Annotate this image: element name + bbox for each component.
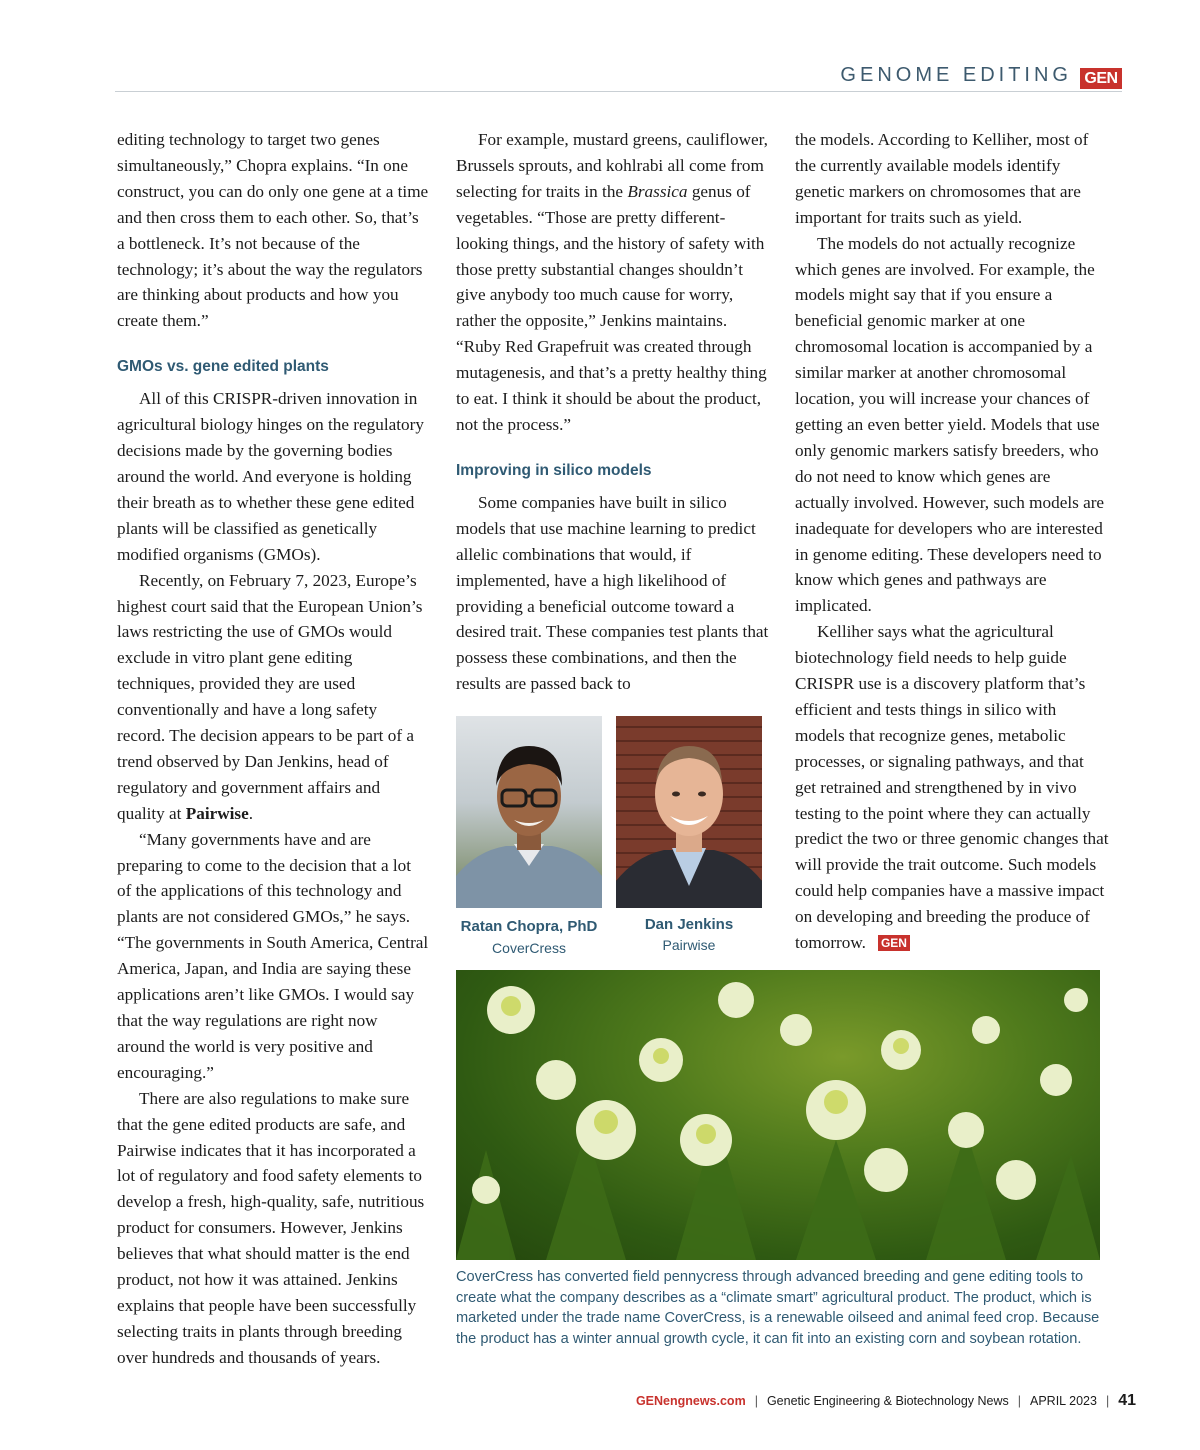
person-org-jenkins: Pairwise	[662, 937, 716, 953]
portrait-jenkins-illustration	[616, 716, 762, 908]
paragraph	[117, 568, 429, 827]
paragraph-text: For example, mustard greens, cauliflower, Brussels sprouts, and kohlrabi all come from selecting for traits in the	[456, 130, 768, 201]
paragraph	[456, 127, 770, 438]
genus-name: Brassica	[627, 181, 688, 201]
paragraph: The models do not actually recognize which genes are involved. For example, the models might say that if you ensure a beneficial genomic marker at one chromosomal location is accompanied by a similar marker at another chromosomal location, you will increase your chances of getting an even better yield. Models that use only genomic markers satisfy breeders, who do not need to know which genes are actually involved. However, such models are inadequate for developers who are interested in genome editing. These developers need to know which genes and pathways are implicated.	[795, 233, 1105, 616]
paragraph: There are also regulations to make sure that the gene edited products are safe, and Pairwise indicates that it has incorporated a lot of regulatory and food safety elements to develop a fresh, high-quality, safe, nutritious product for consumers. However, Jenkins believes that what should matter is the end product, not how it was attained. Jenkins explains that people have been successfully selecting traits in plants through breeding over hundreds and thousands of years.	[117, 1088, 425, 1367]
portrait-ratan-chopra	[456, 716, 602, 908]
covercress-field-photo	[456, 970, 1100, 1260]
person-name-jenkins: Dan Jenkins	[644, 916, 734, 933]
page-number: 41	[1118, 1392, 1136, 1409]
paragraph	[795, 619, 1109, 956]
page-footer	[636, 1392, 1136, 1410]
footer-separator: |	[1105, 1394, 1110, 1408]
person-org-chopra: CoverCress	[492, 940, 566, 956]
photo-caption: CoverCress has converted field pennycress through advanced breeding and gene editing tools to create what the company describes as a “climate smart” agricultural product. The product, which is marketed under the trade name CoverCress, is a renewable oilseed and animal feed crop. Because the product has a winter annual growth cycle, it can fit into an existing corn and soybean rotation.	[456, 1269, 1100, 1347]
paragraph: the models. According to Kelliher, most of the currently available models identify genetic markers on chromosomes that are important for traits such as yield.	[795, 130, 1089, 227]
portrait-chopra-illustration	[456, 716, 602, 908]
subheading-in-silico: Improving in silico models	[456, 461, 652, 479]
paragraph-text: Kelliher says what the agricultural biotechnology field needs to help guide CRISPR use is a discovery platform that’s efficient and tests things in silico with models that recognize genes, metabolic processes, or signaling pathways, and that get retrained and strengthened by in vivo testing to the point where they can actually predict the two or three genomic changes that will provide the trait outcome. Such models could help companies have a massive impact on developing and breeding the produce of tomorrow.	[795, 622, 1109, 953]
paragraph: All of this CRISPR-driven innovation in agricultural biology hinges on the regulatory decisions made by the governing bodies around the world. And everyone is holding their breath as to whether these gene edited plants will be classified as genetically modified organisms (GMOs).	[117, 389, 424, 564]
paragraph-text: Recently, on February 7, 2023, Europe’s highest court said that the European Union’s laws restricting the use of GMOs would exclude in vitro plant gene editing techniques, provided they are used conventionally and have a long safety record. The decision appears to be part of a trend observed by Dan Jenkins, head of regulatory and government affairs and quality at	[117, 570, 423, 823]
paragraph: Some companies have built in silico models that use machine learning to predict allelic combinations that would, if implemented, have a high likelihood of providing a beneficial outcome toward a desired trait. These companies test plants that possess these combinations, and then the results are passed back to	[456, 492, 769, 694]
footer-issue: APRIL 2023	[1030, 1394, 1097, 1408]
paragraph-text: .	[248, 803, 254, 823]
subheading-gmos: GMOs vs. gene edited plants	[117, 358, 329, 376]
footer-publication: Genetic Engineering & Biotechnology News	[766, 1394, 1009, 1408]
portrait-dan-jenkins	[616, 716, 762, 908]
gen-end-mark: GEN	[878, 935, 910, 951]
paragraph: “Many governments have and are preparing to come to the decision that a lot of the applications of this technology and plants are not considered GMOs,” he says. “The governments in South America, Central America, Japan, and India are saying these applications aren’t like GMOs. I would say that the way regulations are right now around the world is very positive and encouraging.”	[117, 829, 429, 1082]
pennycress-flowers-illustration	[456, 970, 1100, 1260]
person-name-chopra: Ratan Chopra, PhD	[460, 918, 598, 935]
company-link-pairwise[interactable]: Pairwise	[185, 803, 249, 823]
footer-separator: |	[1017, 1394, 1021, 1408]
article-column-1	[117, 127, 429, 1371]
footer-site-link[interactable]: GENengnews.com	[635, 1394, 746, 1408]
footer-separator: |	[754, 1394, 758, 1408]
section-title: GENOME EDITING	[840, 64, 1072, 86]
article-column-3	[795, 127, 1109, 956]
paragraph: editing technology to target two genes simultaneously,” Chopra explains. “In one construct, you can do only one gene at a time and then cross them to each other. So, that’s a bottleneck. It’s not because of the technology; it’s about the way the regulators are thinking about products and how you create them.”	[117, 130, 429, 331]
header-divider	[115, 91, 1122, 92]
paragraph-text: genus of vegetables. “Those are pretty different-looking things, and the history of safety with those pretty substantial changes shouldn’t give anybody too much cause for worry, rather the opposite,” Jenkins maintains. “Ruby Red Grapefruit was created through mutagenesis, and that’s a pretty healthy thing to eat. I think it should be about the product, not the process.”	[456, 181, 767, 434]
gen-logo: GEN	[1080, 68, 1122, 89]
article-column-2	[456, 127, 770, 697]
